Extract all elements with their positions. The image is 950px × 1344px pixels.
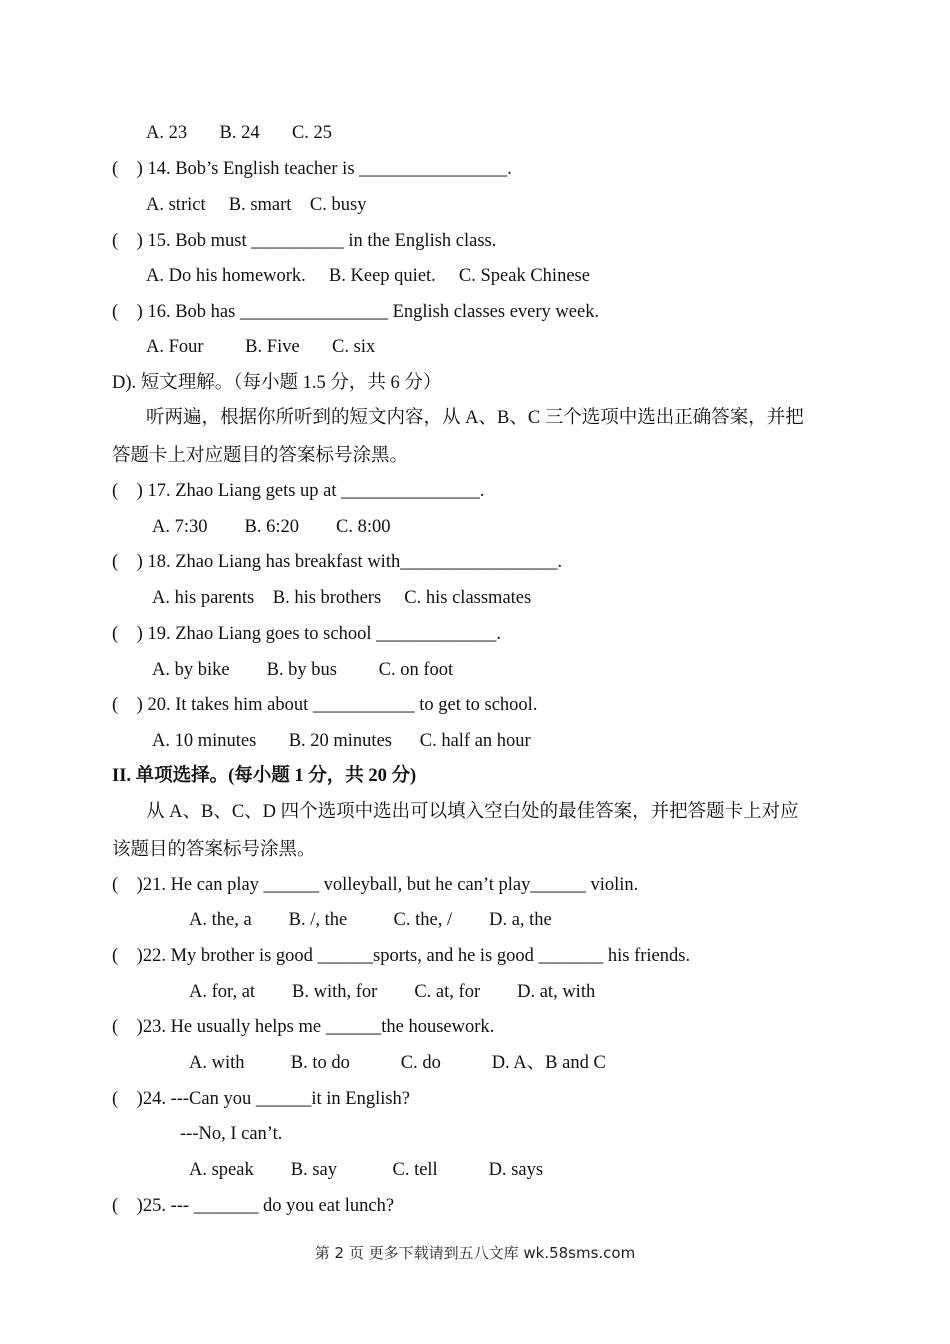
q24-options: A. speak B. say C. tell D. says — [189, 1160, 544, 1180]
question-19: ( ) 19. Zhao Liang goes to school _____________. — [112, 624, 501, 644]
q15-options: A. Do his homework. B. Keep quiet. C. Speak Chinese — [146, 266, 590, 286]
question-15: ( ) 15. Bob must __________ in the English class. — [112, 231, 497, 251]
question-25: ( )25. --- _______ do you eat lunch? — [112, 1196, 395, 1216]
q19-options: A. by bike B. by bus C. on foot — [152, 660, 454, 680]
q22-options: A. for, at B. with, for C. at, for D. at, with — [189, 982, 596, 1002]
question-20: ( ) 20. It takes him about ___________ to get to school. — [112, 695, 538, 715]
q20-options: A. 10 minutes B. 20 minutes C. half an hour — [152, 731, 531, 751]
question-21: ( )21. He can play ______ volleyball, but he can’t play______ violin. — [112, 875, 639, 895]
q13-options: A. 23 B. 24 C. 25 — [146, 123, 333, 143]
section-d-instructions-cont: 答题卡上对应题目的答案标号涂黑。 — [112, 446, 409, 466]
section-d-heading: D). 短文理解。（每小题 1.5 分，共 6 分） — [112, 373, 442, 393]
question-24: ( )24. ---Can you ______it in English? — [112, 1089, 411, 1109]
question-22: ( )22. My brother is good ______sports, and he is good _______ his friends. — [112, 946, 691, 966]
q14-options: A. strict B. smart C. busy — [146, 195, 367, 215]
question-14: ( ) 14. Bob’s English teacher is ________________. — [112, 159, 512, 179]
question-16: ( ) 16. Bob has ________________ English classes every week. — [112, 302, 600, 322]
q24-response: ---No, I can’t. — [180, 1124, 283, 1144]
page-footer: 第 2 页 更多下载请到五八文库 wk.58sms.com — [314, 1244, 636, 1262]
section-ii-instructions-cont: 该题目的答案标号涂黑。 — [112, 840, 316, 860]
q18-options: A. his parents B. his brothers C. his classmates — [152, 588, 532, 608]
q16-options: A. Four B. Five C. six — [146, 337, 376, 357]
q21-options: A. the, a B. /, the C. the, / D. a, the — [189, 910, 552, 930]
question-18: ( ) 18. Zhao Liang has breakfast with_________________. — [112, 552, 563, 572]
q23-options: A. with B. to do C. do D. A、B and C — [189, 1053, 606, 1073]
section-d-instructions: 听两遍，根据你所听到的短文内容，从 A、B、C 三个选项中选出正确答案，并把 — [146, 408, 804, 428]
section-ii-heading: II. 单项选择。(每小题 1 分，共 20 分) — [112, 766, 417, 786]
q17-options: A. 7:30 B. 6:20 C. 8:00 — [152, 517, 391, 537]
question-23: ( )23. He usually helps me ______the housework. — [112, 1017, 495, 1037]
section-ii-instructions: 从 A、B、C、D 四个选项中选出可以填入空白处的最佳答案，并把答题卡上对应 — [146, 802, 799, 822]
question-17: ( ) 17. Zhao Liang gets up at _______________. — [112, 481, 485, 501]
